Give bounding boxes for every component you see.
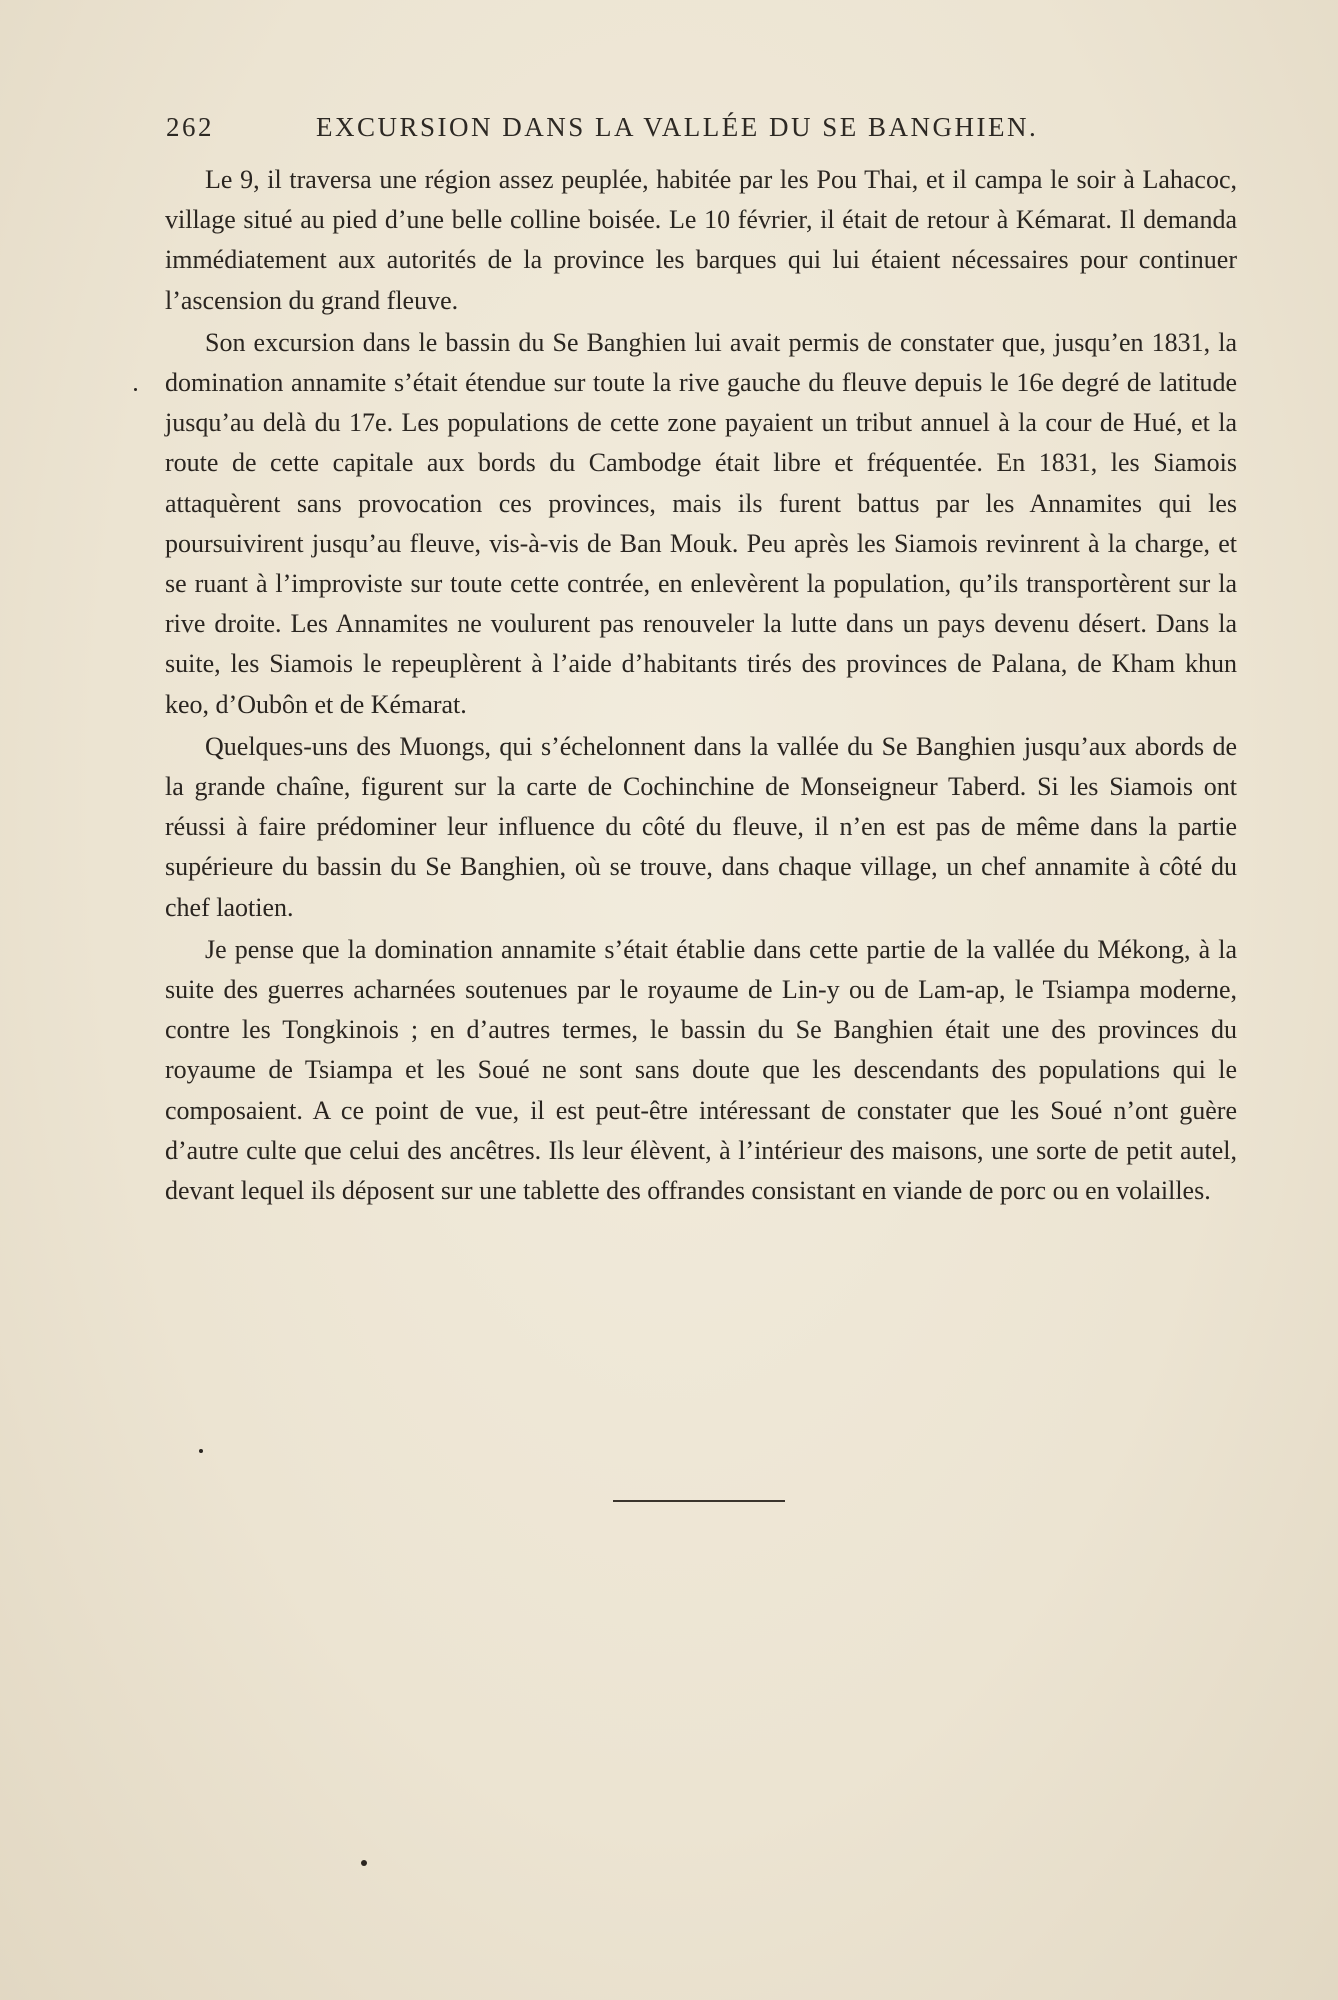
body-text <box>165 160 1237 1213</box>
paragraph-3: Quelques-uns des Muongs, qui s’échelonnent dans la vallée du Se Banghien jusqu’aux abords de la grande chaîne, figurent sur la carte de Cochinchine de Monseigneur Taberd. Si les Siamois ont réussi à faire prédominer leur influence du côté du fleuve, il n’en est pas de même dans la partie supérieure du bassin du Se Banghien, où se trouve, dans chaque village, un chef annamite à côté du chef laotien. <box>165 731 1237 922</box>
running-title: EXCURSION DANS LA VALLÉE DU SE BANGHIEN. <box>316 112 1039 142</box>
paragraph-1: Le 9, il traversa une région assez peuplée, habitée par les Pou Thai, et il campa le soir à Lahacoc, village situé au pied d’une belle colline boisée. Le 10 février, il était de retour à Kémarat. Il demanda immédiatement aux autorités de la province les barques qui lui étaient nécessaires pour continuer l’ascension du grand fleuve. <box>165 165 1237 315</box>
paragraph-2: Son excursion dans le bassin du Se Banghien lui avait permis de constater que, jusqu’en 1831, la domination annamite s’était étendue sur toute la rive gauche du fleuve depuis le 16e degré de latitude jusqu’au delà du 17e. Les populations de cette zone payaient un tribut annuel à la cour de Hué, et la route de cette capitale aux bords du Cambodge était libre et fréquentée. En 1831, les Siamois attaquèrent sans provocation ces provinces, mais ils furent battus par les Annamites qui les poursuivirent jusqu’au fleuve, vis-à-vis de Ban Mouk. Peu après les Siamois revinrent à la charge, et se ruant à l’improviste sur toute cette contrée, en enlevèrent la population, qu’ils transportèrent sur la rive droite. Les Annamites ne voulurent pas renouveler la lutte dans un pays devenu désert. Dans la suite, les Siamois le repeuplèrent à l’aide d’habitants tirés des provinces de Palana, de Kham khun keo, d’Oubôn et de Kémarat. <box>165 327 1237 719</box>
closing-rule <box>613 1500 785 1502</box>
print-speck <box>134 388 137 391</box>
paragraph-4: Je pense que la domination annamite s’était établie dans cette partie de la vallée du Mékong, à la suite des guerres acharnées soutenues par le royaume de Lin-y ou de Lam-ap, le Tsiampa moderne, contre les Tongkinois ; en d’autres termes, le bassin du Se Banghien était une des provinces du royaume de Tsiampa et les Soué ne sont sans doute que les descendants des populations qui le composaient. A ce point de vue, il est peut-être intéressant de constater que les Soué n’ont guère d’autre culte que celui des ancêtres. Ils leur élèvent, à l’intérieur des maisons, une sorte de petit autel, devant lequel ils déposent sur une tablette des offrandes consistant en viande de porc ou en volailles. <box>165 934 1237 1206</box>
running-head <box>166 112 1166 148</box>
print-speck <box>199 1449 203 1453</box>
print-speck <box>361 1860 367 1866</box>
page-number: 262 <box>166 112 214 142</box>
